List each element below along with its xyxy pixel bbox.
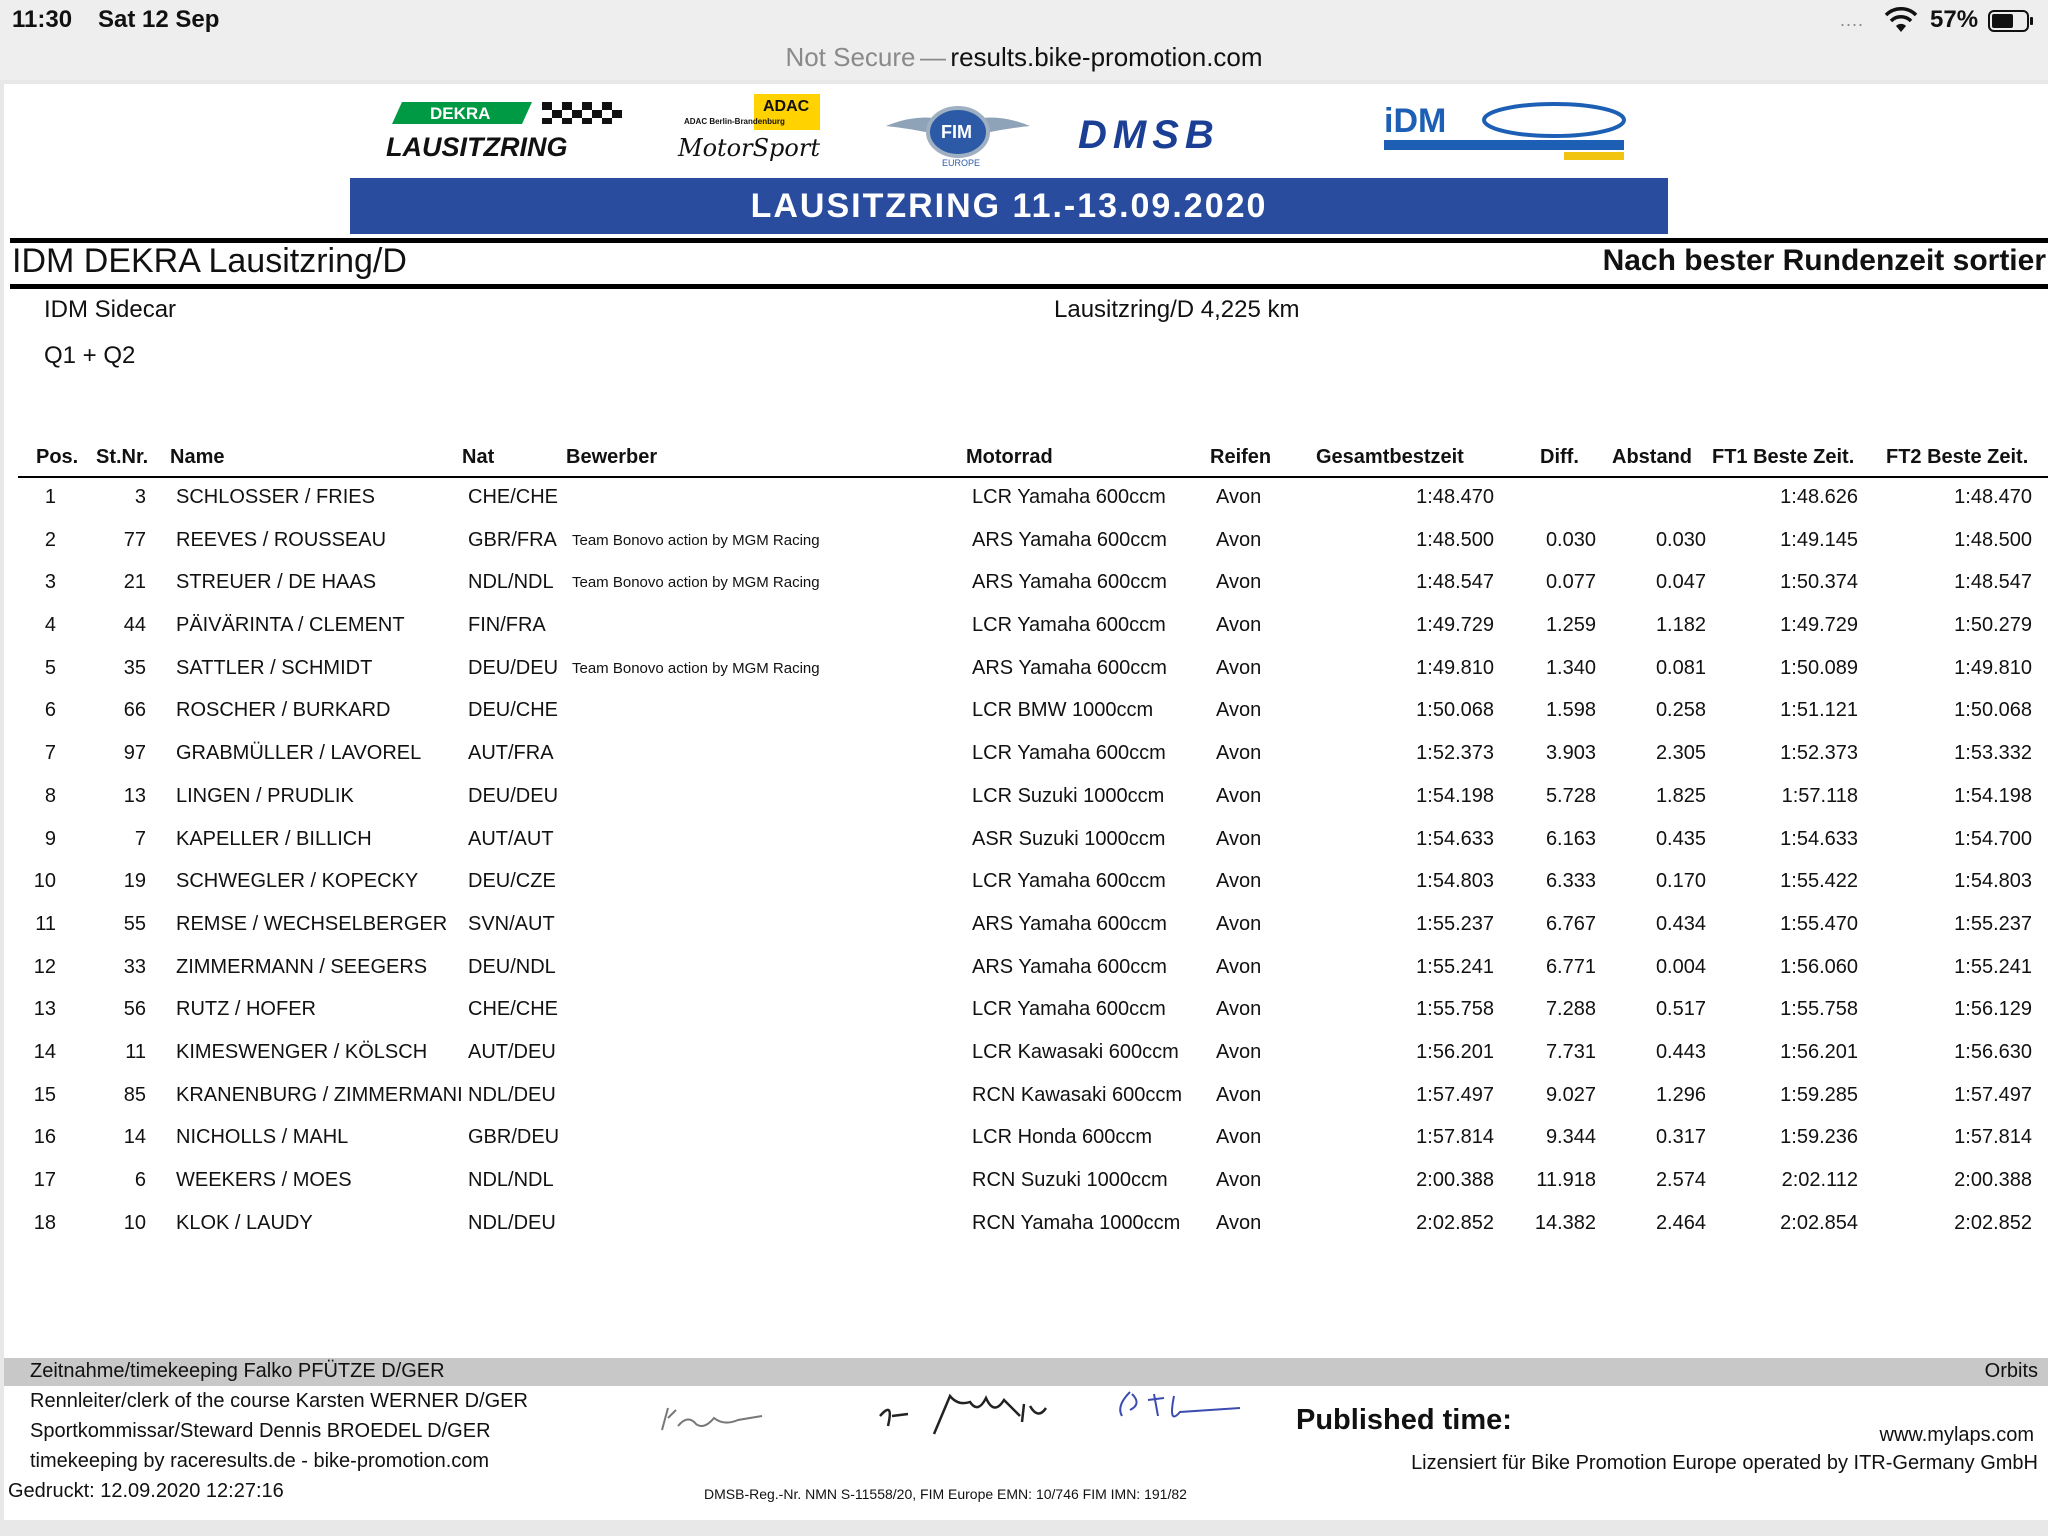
cell-name: ROSCHER / BURKARD — [176, 699, 391, 722]
cell-ft2: 1:48.470 — [1954, 486, 2032, 508]
cell-ft2: 1:49.810 — [1954, 656, 2032, 679]
cell-gap: 0.258 — [1655, 699, 1706, 722]
cell-pos: 1 — [44, 486, 56, 508]
cell-pos: 13 — [33, 998, 56, 1021]
battery-icon — [1988, 10, 2034, 32]
cell-pos: 11 — [35, 912, 56, 935]
cell-tyres: Avon — [1216, 1040, 1262, 1063]
cell-nat: DEU/CHE — [468, 699, 559, 722]
cell-best-time: 2:00.388 — [1416, 1169, 1494, 1191]
cell-start-number: 35 — [123, 656, 146, 679]
cell-diff: 0.030 — [1545, 528, 1596, 551]
timekeeping-line: Zeitnahme/timekeeping Falko PFÜTZE D/GER — [30, 1360, 445, 1382]
cell-tyres: Avon — [1216, 1211, 1262, 1234]
cell-name: KAPELLER / BILLICH — [176, 827, 372, 850]
cell-ft1: 1:59.236 — [1780, 1126, 1858, 1149]
cell-start-number: 85 — [123, 1083, 146, 1106]
cell-diff: 9.027 — [1545, 1083, 1596, 1106]
cell-tyres: Avon — [1216, 742, 1262, 765]
cell-name: SATTLER / SCHMIDT — [176, 656, 373, 679]
cell-name: PÄIVÄRINTA / CLEMENT — [176, 614, 405, 637]
cell-tyres: Avon — [1216, 614, 1262, 637]
table-row — [18, 775, 2048, 818]
cell-tyres: Avon — [1216, 571, 1262, 594]
dekra-logo-text: DEKRA — [430, 104, 491, 123]
cell-diff: 11.918 — [1536, 1169, 1596, 1191]
table-row — [18, 818, 2048, 861]
cell-ft2: 2:02.852 — [1954, 1211, 2032, 1234]
cell-ft1: 1:55.758 — [1780, 998, 1858, 1021]
cell-ft2: 1:54.803 — [1954, 870, 2032, 893]
cell-best-time: 1:55.758 — [1416, 998, 1494, 1021]
col-ft2: FT2 Beste Zeit. — [1886, 446, 2029, 468]
cell-name: ZIMMERMANN / SEEGERS — [176, 955, 428, 978]
signature-steward — [1120, 1392, 1240, 1416]
cell-ft1: 1:52.373 — [1780, 742, 1858, 765]
cell-ft2: 1:57.497 — [1954, 1083, 2032, 1106]
cell-best-time: 1:55.237 — [1416, 912, 1494, 935]
cell-nat: CHE/CHE — [468, 486, 559, 508]
class-name: IDM Sidecar — [44, 296, 177, 323]
cell-ft1: 2:02.112 — [1781, 1169, 1858, 1191]
cell-gap: 1.182 — [1655, 614, 1706, 637]
col-gap: Abstand — [1612, 446, 1692, 468]
cell-pos: 14 — [33, 1040, 56, 1063]
cell-gap: 1.825 — [1655, 784, 1706, 807]
motorsport-script-text: MotorSport — [678, 134, 820, 162]
cell-pos: 5 — [44, 656, 56, 679]
table-row — [18, 988, 2048, 1031]
cell-best-time: 1:52.373 — [1416, 742, 1494, 765]
cell-diff: 1.340 — [1545, 656, 1596, 679]
cell-ft1: 2:02.854 — [1780, 1211, 1858, 1234]
url-separator: — — [919, 42, 946, 72]
table-row — [18, 1159, 2048, 1202]
col-start-number: St.Nr. — [96, 446, 149, 468]
cell-motorcycle: LCR Yamaha 600ccm — [972, 486, 1166, 508]
cell-nat: NDL/DEU — [468, 1211, 556, 1234]
cell-motorcycle: ARS Yamaha 600ccm — [972, 656, 1167, 679]
table-row — [18, 647, 2048, 690]
status-time: 11:30 — [12, 6, 73, 33]
table-row — [18, 1031, 2048, 1074]
cell-tyres: Avon — [1216, 528, 1262, 551]
battery-percent: 57% — [1930, 6, 1979, 33]
cell-diff: 1.259 — [1545, 614, 1596, 637]
cell-pos: 17 — [33, 1169, 56, 1191]
cell-motorcycle: LCR BMW 1000ccm — [972, 699, 1154, 722]
cell-ft1: 1:55.470 — [1780, 912, 1858, 935]
cell-nat: GBR/DEU — [468, 1126, 560, 1149]
not-secure-label: Not Secure — [785, 42, 916, 72]
cell-start-number: 55 — [123, 912, 146, 935]
cell-name: REMSE / WECHSELBERGER — [176, 912, 448, 935]
cell-ft1: 1:51.121 — [1780, 699, 1858, 722]
event-banner: LAUSITZRING 11.-13.09.2020 — [350, 178, 1668, 234]
orbits-label: Orbits — [1984, 1360, 2038, 1382]
cell-name: SCHWEGLER / KOPECKY — [176, 870, 419, 893]
cell-tyres: Avon — [1216, 784, 1262, 807]
cell-start-number: 56 — [123, 998, 146, 1021]
fim-europe-text: EUROPE — [942, 158, 981, 168]
idm-logo-text: iDM — [1384, 102, 1447, 140]
cell-ft1: 1:57.118 — [1781, 784, 1858, 807]
cell-ft2: 1:54.198 — [1954, 784, 2032, 807]
col-nat: Nat — [462, 446, 495, 468]
cell-name: RUTZ / HOFER — [176, 998, 316, 1021]
cell-entrant: Team Bonovo action by MGM Racing — [572, 531, 820, 549]
adac-logo-text: ADAC — [763, 98, 810, 115]
cell-start-number: 21 — [123, 571, 146, 594]
cell-tyres: Avon — [1216, 486, 1262, 508]
cell-best-time: 1:49.810 — [1416, 656, 1494, 679]
cell-pos: 2 — [44, 528, 56, 551]
cell-nat: SVN/AUT — [468, 912, 555, 935]
cell-gap: 0.170 — [1655, 870, 1706, 893]
cell-ft2: 1:54.700 — [1954, 827, 2032, 850]
timekeeping-by-line: timekeeping by raceresults.de - bike-promotion.com — [30, 1450, 490, 1472]
results-table-body — [18, 476, 2048, 1244]
cell-ft1: 1:49.729 — [1780, 614, 1858, 637]
cell-nat: DEU/DEU — [468, 784, 559, 807]
cell-ft2: 1:53.332 — [1954, 742, 2032, 765]
adac-motorsport-logo — [674, 94, 824, 168]
cell-motorcycle: LCR Yamaha 600ccm — [972, 998, 1166, 1021]
cell-gap: 0.030 — [1655, 528, 1706, 551]
registration-numbers: DMSB-Reg.-Nr. NMN S-11558/20, FIM Europe EMN: 10/746 FIM IMN: 191/82 — [704, 1486, 1187, 1502]
cell-nat: AUT/DEU — [468, 1040, 556, 1063]
cell-start-number: 97 — [123, 742, 146, 765]
cell-ft1: 1:54.633 — [1780, 827, 1858, 850]
dmsb-logo-text: DMSB — [1078, 113, 1220, 157]
results-table-header — [18, 440, 2048, 478]
wifi-icon — [1884, 6, 1918, 34]
cell-name: WEEKERS / MOES — [176, 1169, 352, 1191]
cell-name: KIMESWENGER / KÖLSCH — [176, 1040, 428, 1063]
cell-name: LINGEN / PRUDLIK — [176, 784, 354, 807]
cell-pos: 6 — [44, 699, 56, 722]
cell-motorcycle: RCN Suzuki 1000ccm — [972, 1169, 1168, 1191]
cell-diff: 5.728 — [1545, 784, 1596, 807]
cell-motorcycle: LCR Kawasaki 600ccm — [972, 1040, 1179, 1063]
lausitzring-logo-text: LAUSITZRING — [386, 132, 568, 162]
cell-best-time: 1:54.633 — [1416, 827, 1494, 850]
cell-motorcycle: LCR Yamaha 600ccm — [972, 614, 1166, 637]
cell-tyres: Avon — [1216, 827, 1262, 850]
col-best-time: Gesamtbestzeit — [1316, 446, 1464, 468]
fim-logo-text: FIM — [941, 122, 972, 142]
cell-name: KRANENBURG / ZIMMERMANI — [176, 1083, 463, 1106]
cell-nat: AUT/AUT — [468, 827, 554, 850]
sort-note: Nach bester Rundenzeit sortier — [1602, 244, 2046, 277]
cell-ft2: 1:56.630 — [1954, 1040, 2032, 1063]
cell-start-number: 14 — [123, 1126, 146, 1149]
cell-tyres: Avon — [1216, 699, 1262, 722]
fim-europe-logo — [884, 100, 1032, 170]
cell-motorcycle: ARS Yamaha 600ccm — [972, 571, 1167, 594]
table-row — [18, 689, 2048, 732]
cell-tyres: Avon — [1216, 1126, 1262, 1149]
cell-tyres: Avon — [1216, 1169, 1262, 1191]
cell-ft2: 1:48.547 — [1954, 571, 2032, 594]
cell-ft1: 1:55.422 — [1780, 870, 1858, 893]
cell-ft2: 1:50.279 — [1954, 614, 2032, 637]
cell-best-time: 1:57.497 — [1416, 1083, 1494, 1106]
cell-name: NICHOLLS / MAHL — [176, 1126, 349, 1149]
cell-ft2: 1:55.237 — [1954, 912, 2032, 935]
event-title: IDM DEKRA Lausitzring/D — [12, 242, 407, 280]
adac-berlin-text: ADAC Berlin-Brandenburg — [684, 117, 785, 126]
cell-start-number: 13 — [123, 784, 146, 807]
cell-best-time: 1:49.729 — [1416, 614, 1494, 637]
cell-start-number: 77 — [123, 528, 146, 551]
cell-name: SCHLOSSER / FRIES — [176, 486, 375, 508]
table-row — [18, 1116, 2048, 1159]
cell-nat: DEU/NDL — [468, 955, 556, 978]
table-row — [18, 732, 2048, 775]
cell-gap: 0.004 — [1655, 955, 1706, 978]
col-motorcycle: Motorrad — [966, 446, 1053, 468]
cell-best-time: 1:48.500 — [1416, 528, 1494, 551]
cell-pos: 8 — [44, 784, 56, 807]
col-tyres: Reifen — [1210, 446, 1272, 468]
cell-entrant: Team Bonovo action by MGM Racing — [572, 659, 820, 677]
cell-diff: 7.288 — [1545, 998, 1596, 1021]
cell-tyres: Avon — [1216, 870, 1262, 893]
clerk-line: Rennleiter/clerk of the course Karsten WERNER D/GER — [30, 1390, 528, 1412]
cellular-dots-icon: .... — [1840, 10, 1865, 30]
status-date: Sat 12 Sep — [98, 6, 220, 33]
mylaps-url: www.mylaps.com — [1879, 1424, 2034, 1446]
cell-ft2: 1:55.241 — [1954, 955, 2032, 978]
cell-start-number: 11 — [125, 1040, 146, 1063]
cell-nat: NDL/NDL — [468, 1169, 554, 1191]
cell-best-time: 1:57.814 — [1416, 1126, 1494, 1149]
signature-werner — [658, 1400, 768, 1436]
cell-motorcycle: LCR Yamaha 600ccm — [972, 742, 1166, 765]
cell-best-time: 1:56.201 — [1416, 1040, 1494, 1063]
table-row — [18, 476, 2048, 519]
cell-pos: 10 — [33, 870, 56, 893]
cell-pos: 9 — [44, 827, 56, 850]
header-rule-bottom — [10, 284, 2048, 289]
col-pos: Pos. — [36, 446, 79, 468]
cell-best-time: 1:54.803 — [1416, 870, 1494, 893]
cell-gap: 0.081 — [1655, 656, 1706, 679]
cell-diff: 7.731 — [1545, 1040, 1596, 1063]
url-host[interactable]: results.bike-promotion.com — [950, 42, 1263, 72]
cell-pos: 4 — [44, 614, 56, 637]
cell-best-time: 1:55.241 — [1416, 955, 1494, 978]
cell-ft1: 1:48.626 — [1780, 486, 1858, 508]
cell-pos: 7 — [44, 742, 56, 765]
cell-start-number: 66 — [123, 699, 146, 722]
table-row — [18, 946, 2048, 989]
cell-gap: 0.434 — [1655, 912, 1706, 935]
cell-entrant: Team Bonovo action by MGM Racing — [572, 574, 820, 592]
cell-motorcycle: ARS Yamaha 600ccm — [972, 955, 1167, 978]
cell-pos: 16 — [33, 1126, 56, 1149]
cell-best-time: 1:50.068 — [1416, 699, 1494, 722]
cell-pos: 12 — [33, 955, 56, 978]
cell-tyres: Avon — [1216, 955, 1262, 978]
cell-tyres: Avon — [1216, 912, 1262, 935]
cell-best-time: 2:02.852 — [1416, 1211, 1494, 1234]
cell-start-number: 19 — [123, 870, 146, 893]
cell-gap: 2.574 — [1655, 1169, 1706, 1191]
dekra-lausitzring-logo — [382, 98, 632, 168]
cell-nat: FIN/FRA — [468, 614, 546, 637]
cell-nat: GBR/FRA — [468, 528, 557, 551]
cell-motorcycle: ARS Yamaha 600ccm — [972, 912, 1167, 935]
cell-motorcycle: LCR Honda 600ccm — [972, 1126, 1153, 1149]
table-row — [18, 903, 2048, 946]
cell-motorcycle: RCN Yamaha 1000ccm — [972, 1211, 1181, 1234]
cell-best-time: 1:54.198 — [1416, 784, 1494, 807]
cell-ft2: 2:00.388 — [1954, 1169, 2032, 1191]
cell-tyres: Avon — [1216, 1083, 1262, 1106]
idm-logo — [1384, 98, 1634, 170]
cell-diff: 6.333 — [1545, 870, 1596, 893]
cell-nat: DEU/CZE — [468, 870, 556, 893]
cell-motorcycle: ASR Suzuki 1000ccm — [972, 827, 1166, 850]
cell-diff: 1.598 — [1545, 699, 1596, 722]
col-name: Name — [170, 446, 225, 468]
cell-start-number: 44 — [123, 614, 146, 637]
cell-ft1: 1:50.374 — [1780, 571, 1858, 594]
cell-start-number: 10 — [123, 1211, 146, 1234]
cell-diff: 3.903 — [1545, 742, 1596, 765]
cell-diff: 6.163 — [1545, 827, 1596, 850]
cell-pos: 3 — [44, 571, 56, 594]
dmsb-logo — [1074, 108, 1334, 158]
cell-start-number: 7 — [134, 827, 146, 850]
cell-name: STREUER / DE HAAS — [176, 571, 377, 594]
cell-gap: 0.317 — [1655, 1126, 1706, 1149]
signature-broedel — [880, 1396, 1046, 1434]
cell-name: REEVES / ROUSSEAU — [176, 528, 387, 551]
cell-pos: 15 — [33, 1083, 56, 1106]
published-time-label: Published time: — [1296, 1404, 1512, 1436]
cell-gap: 0.517 — [1655, 998, 1706, 1021]
cell-ft1: 1:56.060 — [1780, 955, 1858, 978]
table-row — [18, 1202, 2048, 1245]
cell-nat: DEU/DEU — [468, 656, 559, 679]
cell-gap: 2.305 — [1655, 742, 1706, 765]
cell-name: GRABMÜLLER / LAVOREL — [176, 742, 422, 765]
cell-ft1: 1:50.089 — [1780, 656, 1858, 679]
cell-gap: 0.435 — [1655, 827, 1706, 850]
cell-ft1: 1:59.285 — [1780, 1083, 1858, 1106]
cell-nat: NDL/DEU — [468, 1083, 556, 1106]
cell-pos: 18 — [33, 1211, 56, 1234]
bottom-strip — [0, 1520, 2048, 1536]
table-row — [18, 519, 2048, 562]
cell-start-number: 33 — [123, 955, 146, 978]
cell-gap: 1.296 — [1655, 1083, 1706, 1106]
cell-name: KLOK / LAUDY — [176, 1211, 313, 1234]
cell-gap: 0.047 — [1655, 571, 1706, 594]
cell-start-number: 6 — [134, 1169, 146, 1191]
cell-gap: 2.464 — [1655, 1211, 1706, 1234]
cell-best-time: 1:48.547 — [1416, 571, 1494, 594]
cell-ft2: 1:48.500 — [1954, 528, 2032, 551]
cell-ft2: 1:50.068 — [1954, 699, 2032, 722]
table-row — [18, 604, 2048, 647]
cell-diff: 9.344 — [1545, 1126, 1596, 1149]
cell-ft1: 1:49.145 — [1780, 528, 1858, 551]
printed-timestamp: Gedruckt: 12.09.2020 12:27:16 — [8, 1480, 284, 1502]
address-bar[interactable] — [0, 36, 2048, 80]
cell-motorcycle: RCN Kawasaki 600ccm — [972, 1083, 1183, 1106]
cell-nat: AUT/FRA — [468, 742, 554, 765]
cell-tyres: Avon — [1216, 998, 1262, 1021]
track-info: Lausitzring/D 4,225 km — [1054, 296, 1300, 323]
cell-diff: 6.767 — [1545, 912, 1596, 935]
license-line: Lizensiert für Bike Promotion Europe operated by ITR-Germany GmbH — [1411, 1452, 2038, 1474]
cell-tyres: Avon — [1216, 656, 1262, 679]
cell-ft1: 1:56.201 — [1780, 1040, 1858, 1063]
session-name: Q1 + Q2 — [44, 342, 136, 369]
cell-nat: NDL/NDL — [468, 571, 554, 594]
cell-motorcycle: LCR Yamaha 600ccm — [972, 870, 1166, 893]
cell-diff: 6.771 — [1545, 955, 1596, 978]
table-row — [18, 1074, 2048, 1117]
results-page — [4, 84, 2048, 1520]
cell-motorcycle: LCR Suzuki 1000ccm — [972, 784, 1165, 807]
cell-gap: 0.443 — [1655, 1040, 1706, 1063]
table-row — [18, 561, 2048, 604]
cell-diff: 14.382 — [1534, 1211, 1596, 1234]
cell-diff: 0.077 — [1545, 571, 1596, 594]
table-row — [18, 860, 2048, 903]
steward-line: Sportkommissar/Steward Dennis BROEDEL D/GER — [30, 1420, 491, 1442]
cell-ft2: 1:57.814 — [1954, 1126, 2032, 1149]
cell-motorcycle: ARS Yamaha 600ccm — [972, 528, 1167, 551]
col-ft1: FT1 Beste Zeit. — [1712, 446, 1855, 468]
cell-ft2: 1:56.129 — [1954, 998, 2032, 1021]
col-entrant: Bewerber — [566, 446, 658, 468]
sponsor-logos — [374, 94, 1634, 174]
cell-nat: CHE/CHE — [468, 998, 559, 1021]
cell-start-number: 3 — [134, 486, 146, 508]
col-diff: Diff. — [1540, 446, 1579, 468]
cell-best-time: 1:48.470 — [1416, 486, 1494, 508]
